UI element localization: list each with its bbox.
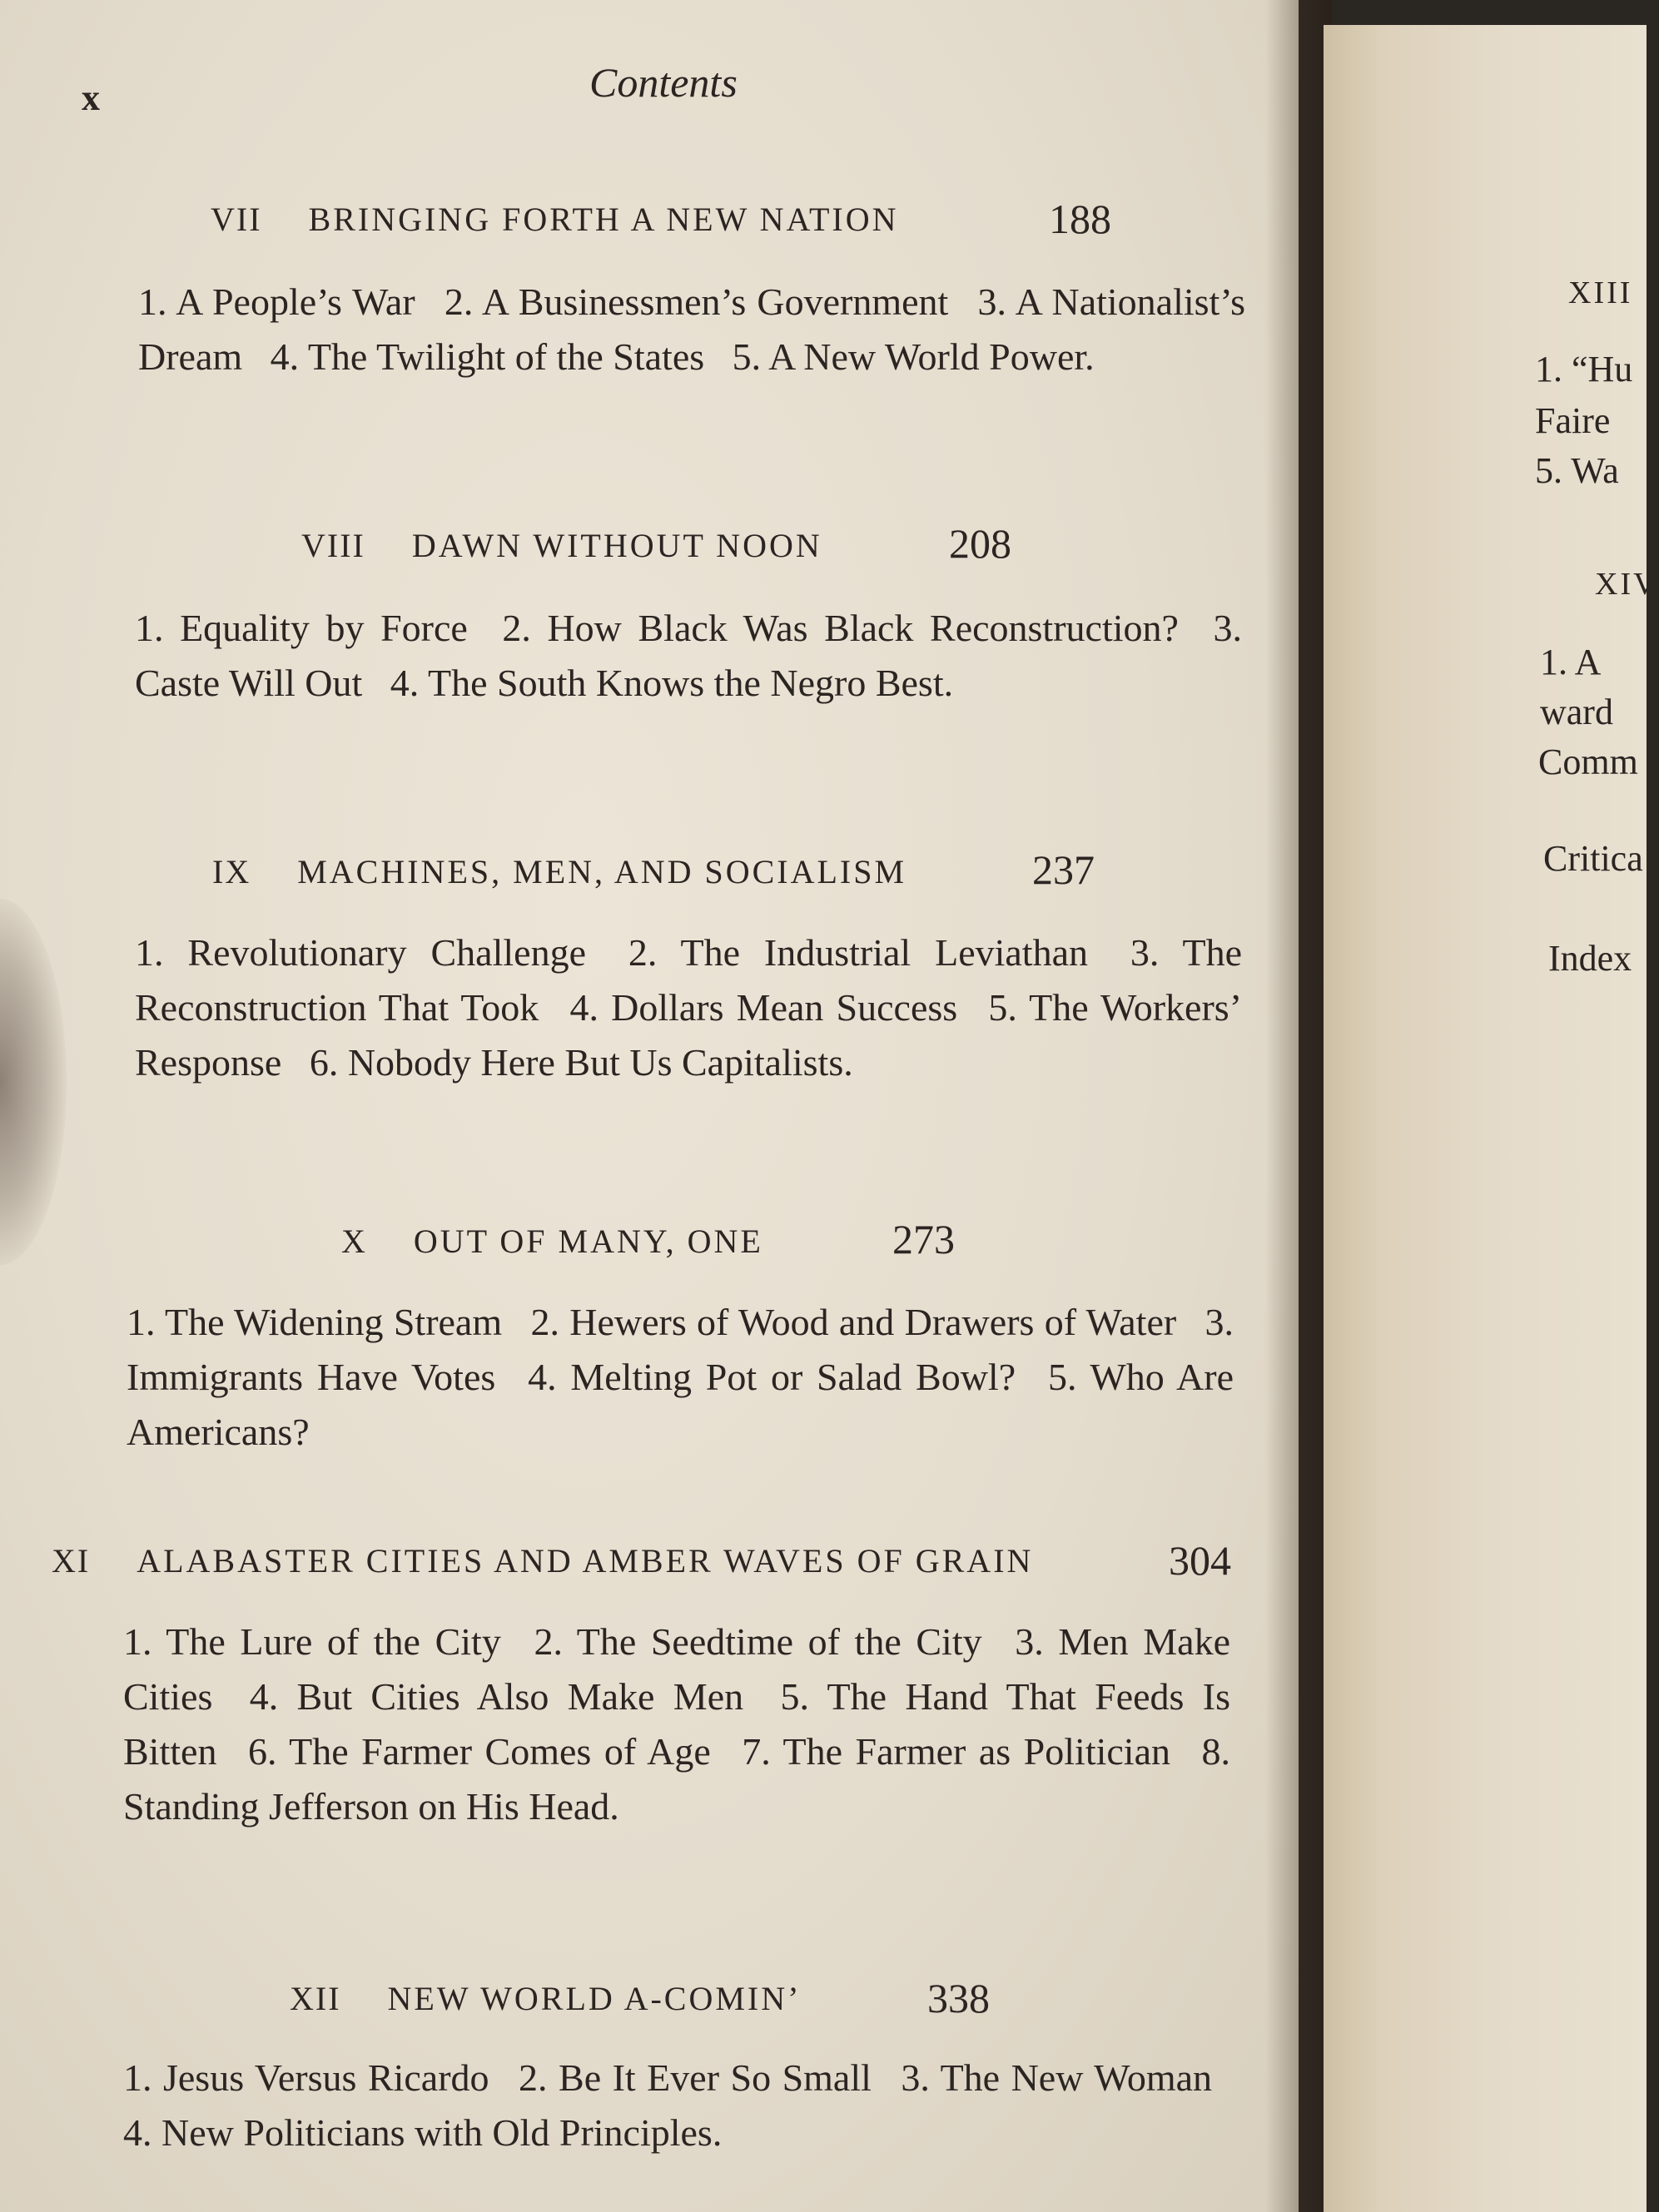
right-page-fragment: 1. A bbox=[1540, 642, 1602, 682]
chapter-heading bbox=[301, 526, 822, 565]
chapter-numeral: X bbox=[341, 1223, 367, 1260]
chapter-page-number: 338 bbox=[927, 1975, 990, 2021]
running-head: Contents bbox=[589, 59, 738, 106]
section-list bbox=[135, 601, 1242, 711]
section-item: 5. The Hand That Feeds Is Bitten bbox=[123, 1675, 1230, 1773]
section-item: 2. The Seedtime of the City bbox=[534, 1620, 982, 1663]
section-item: 2. Be It Ever So Small bbox=[519, 2056, 872, 2099]
section-list bbox=[123, 2051, 1230, 2160]
section-item: 8. Standing Jefferson on His Head. bbox=[123, 1730, 1231, 1828]
section-item: 4. Melting Pot or Salad Bowl? bbox=[528, 1356, 1016, 1398]
chapter-heading bbox=[211, 200, 899, 239]
chapter-title: DAWN WITHOUT NOON bbox=[411, 527, 822, 564]
book-gutter bbox=[1265, 0, 1332, 2212]
section-item: 3. Caste Will Out bbox=[135, 607, 1242, 704]
section-item: 3. The Reconstruction That Took bbox=[135, 931, 1242, 1029]
section-item: 2. A Businessmen’s Government bbox=[444, 280, 949, 323]
section-item: 3. Immigrants Have Votes bbox=[127, 1301, 1234, 1398]
hand-shadow bbox=[0, 899, 67, 1265]
chapter-title: OUT OF MANY, ONE bbox=[413, 1223, 763, 1260]
chapter-page-number: 208 bbox=[949, 520, 1011, 567]
section-list bbox=[138, 275, 1245, 384]
right-page-chapter-numeral: XIV bbox=[1595, 567, 1659, 602]
section-item: 6. Nobody Here But Us Capitalists. bbox=[309, 1041, 853, 1084]
section-item: 1. Jesus Versus Ricardo bbox=[123, 2056, 489, 2099]
section-item: 5. Who Are Americans? bbox=[127, 1356, 1234, 1453]
chapter-heading bbox=[341, 1222, 763, 1261]
right-page-fragment: ward bbox=[1540, 692, 1613, 732]
right-page-fragment: Faire bbox=[1535, 400, 1611, 441]
section-item: 2. How Black Was Black Reconstruction? bbox=[502, 607, 1179, 649]
section-item: 5. The Workers’ Response bbox=[135, 986, 1243, 1084]
section-item: 1. A People’s War bbox=[138, 280, 415, 323]
right-page-fragment: Index bbox=[1548, 938, 1632, 979]
section-item: 1. The Lure of the City bbox=[123, 1620, 501, 1663]
section-item: 2. The Industrial Leviathan bbox=[628, 931, 1088, 974]
chapter-heading bbox=[290, 1979, 801, 2018]
section-item: 1. Equality by Force bbox=[135, 607, 468, 649]
section-item: 7. The Farmer as Politician bbox=[742, 1730, 1170, 1773]
section-item: 3. Men Make Cities bbox=[123, 1620, 1230, 1718]
right-page-fragment: 5. Wa bbox=[1535, 450, 1619, 491]
section-list bbox=[127, 1295, 1234, 1460]
section-item: 2. Hewers of Wood and Drawers of Water bbox=[530, 1301, 1177, 1343]
section-list bbox=[123, 1614, 1230, 1834]
section-item: 6. The Farmer Comes of Age bbox=[247, 1730, 711, 1773]
chapter-numeral: VIII bbox=[301, 527, 365, 564]
section-item: 3. A Nationalist’s Dream bbox=[138, 280, 1246, 378]
section-item: 4. The Twilight of the States bbox=[270, 335, 705, 378]
page-folio: x bbox=[82, 77, 100, 118]
chapter-page-number: 304 bbox=[1169, 1537, 1231, 1584]
chapter-page-number: 273 bbox=[892, 1216, 955, 1262]
section-item: 4. Dollars Mean Success bbox=[569, 986, 958, 1029]
chapter-page-number: 188 bbox=[1049, 196, 1111, 242]
right-page-fragment: Critica bbox=[1543, 838, 1643, 879]
right-page-chapter-numeral: XIII bbox=[1568, 275, 1633, 310]
section-item: 4. The South Knows the Negro Best. bbox=[390, 662, 954, 704]
chapter-heading bbox=[212, 852, 906, 891]
right-page bbox=[1324, 25, 1659, 2212]
section-item: 5. A New World Power. bbox=[732, 335, 1095, 378]
right-page-fragment: Comm bbox=[1538, 741, 1638, 782]
chapter-title: ALABASTER CITIES AND AMBER WAVES OF GRAIN bbox=[137, 1542, 1034, 1580]
section-item: 4. But Cities Also Make Men bbox=[249, 1675, 744, 1718]
section-item: 1. Revolutionary Challenge bbox=[135, 931, 586, 974]
section-item: 4. New Politicians with Old Principles. bbox=[123, 2111, 723, 2154]
chapter-title: MACHINES, MEN, AND SOCIALISM bbox=[297, 853, 907, 890]
chapter-numeral: VII bbox=[211, 201, 262, 238]
chapter-title: BRINGING FORTH A NEW NATION bbox=[308, 201, 899, 238]
right-page-fragment: 1. “Hu bbox=[1535, 349, 1633, 389]
chapter-numeral: XII bbox=[290, 1980, 341, 2017]
section-list bbox=[135, 925, 1242, 1090]
chapter-page-number: 237 bbox=[1032, 846, 1095, 893]
chapter-title: NEW WORLD A-COMIN’ bbox=[387, 1980, 802, 2017]
section-item: 1. The Widening Stream bbox=[127, 1301, 503, 1343]
chapter-numeral: XI bbox=[52, 1542, 91, 1580]
chapter-heading bbox=[52, 1541, 1033, 1580]
section-item: 3. The New Woman bbox=[901, 2056, 1213, 2099]
chapter-numeral: IX bbox=[212, 853, 251, 890]
